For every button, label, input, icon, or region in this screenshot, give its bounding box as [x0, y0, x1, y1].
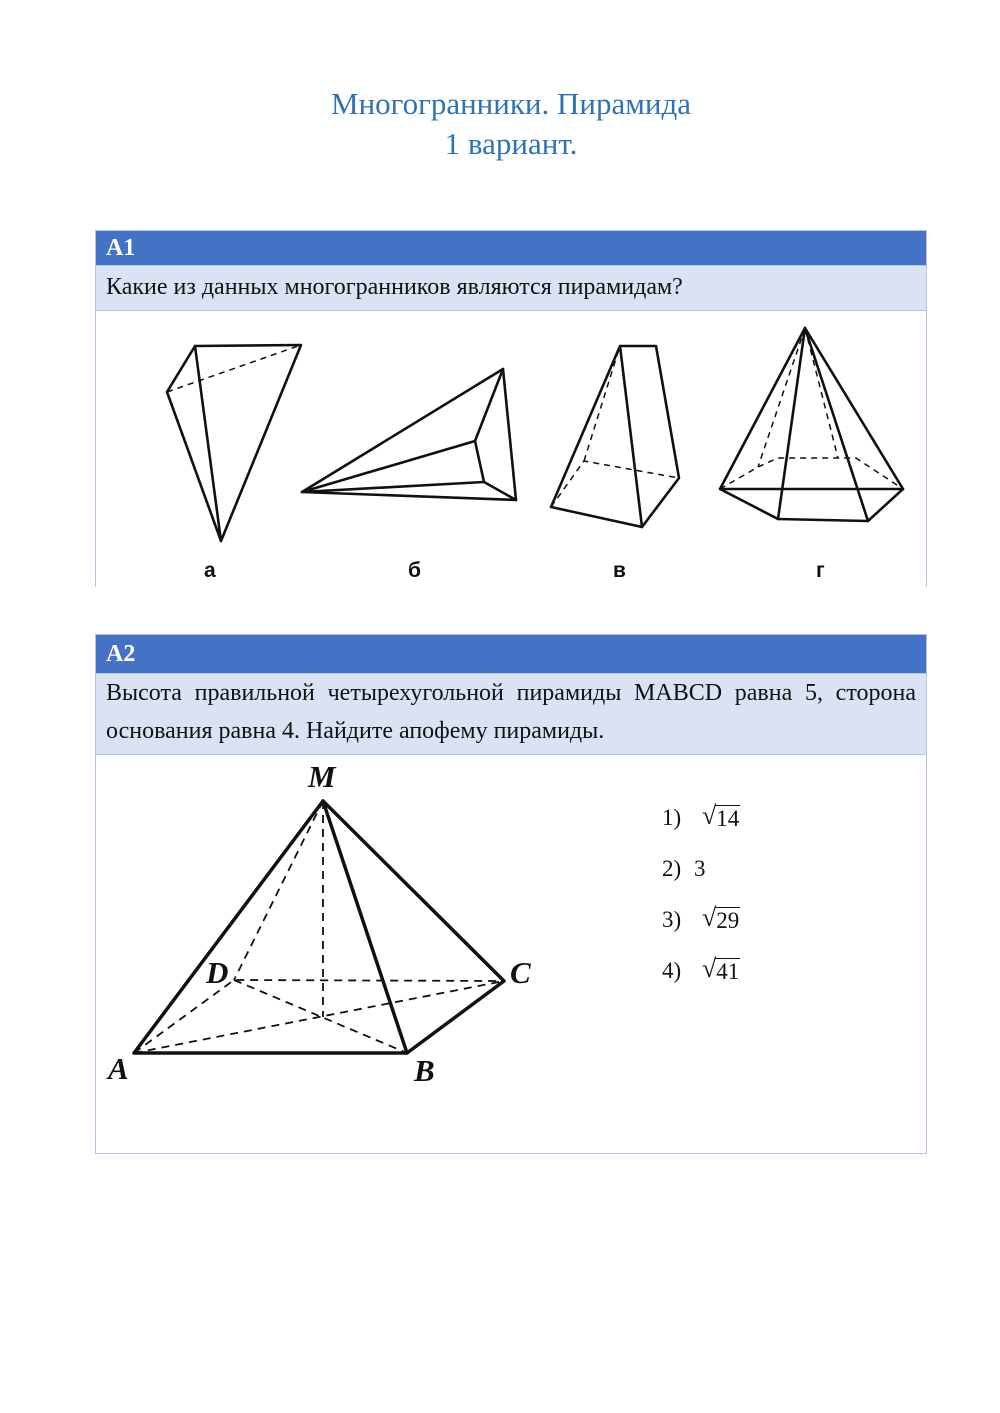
answer-number: 2): [662, 856, 682, 881]
answer-option-3[interactable]: [662, 903, 740, 958]
sqrt-icon: √: [702, 801, 717, 830]
answer-option-1[interactable]: [662, 801, 740, 856]
answer-option-4[interactable]: [662, 954, 740, 1009]
card-header-a1: А1: [96, 231, 926, 265]
question-card-a1: [95, 230, 927, 587]
question-text-a1: Какие из данных многогранников являются пирамидам?: [96, 265, 926, 311]
title-line-1: Многогранники. Пирамида: [331, 86, 691, 121]
figure-label-a: а: [204, 559, 216, 582]
card-header-a2: А2: [96, 635, 926, 673]
figure-label-g: г: [816, 559, 825, 582]
figures-area: [96, 311, 926, 595]
figure-label-b: б: [408, 559, 421, 582]
figure-label-v: в: [613, 559, 626, 582]
answer-value: 41: [716, 959, 740, 984]
vertex-label-c: C: [510, 955, 531, 990]
title-line-2: 1 вариант.: [444, 126, 578, 161]
answer-value: 14: [716, 806, 740, 831]
answer-value: 3: [694, 856, 706, 881]
vertex-label-b: B: [414, 1053, 435, 1088]
page-title: [0, 84, 1000, 164]
pyramid-mabcd-figure: [96, 755, 636, 1121]
pyramid-area: [96, 755, 926, 1121]
question-card-a2: [95, 634, 927, 1154]
figure-v: [551, 346, 679, 527]
answer-number: 1): [662, 805, 682, 830]
question-text-a2: Высота правильной четырехугольной пирамиды MABCD равна 5, сторона основания равна 4. Найдите апофему пирамиды.: [96, 673, 926, 755]
sqrt-expression: [702, 903, 740, 934]
figure-a: [167, 345, 301, 541]
sqrt-icon: √: [702, 903, 717, 932]
vertex-label-m: M: [308, 759, 336, 794]
answer-option-2[interactable]: [662, 856, 740, 907]
answer-options: [662, 801, 740, 1009]
answer-number: 3): [662, 907, 682, 932]
vertex-label-d: D: [206, 955, 229, 990]
sqrt-expression: [702, 801, 740, 832]
polyhedra-figures: [96, 311, 926, 595]
answer-number: 4): [662, 958, 682, 983]
sqrt-icon: √: [702, 954, 717, 983]
vertex-label-a: A: [108, 1051, 129, 1086]
figure-b: [302, 369, 516, 500]
answer-value: 29: [716, 908, 740, 933]
sqrt-expression: [702, 954, 740, 985]
figure-g: [720, 328, 903, 521]
